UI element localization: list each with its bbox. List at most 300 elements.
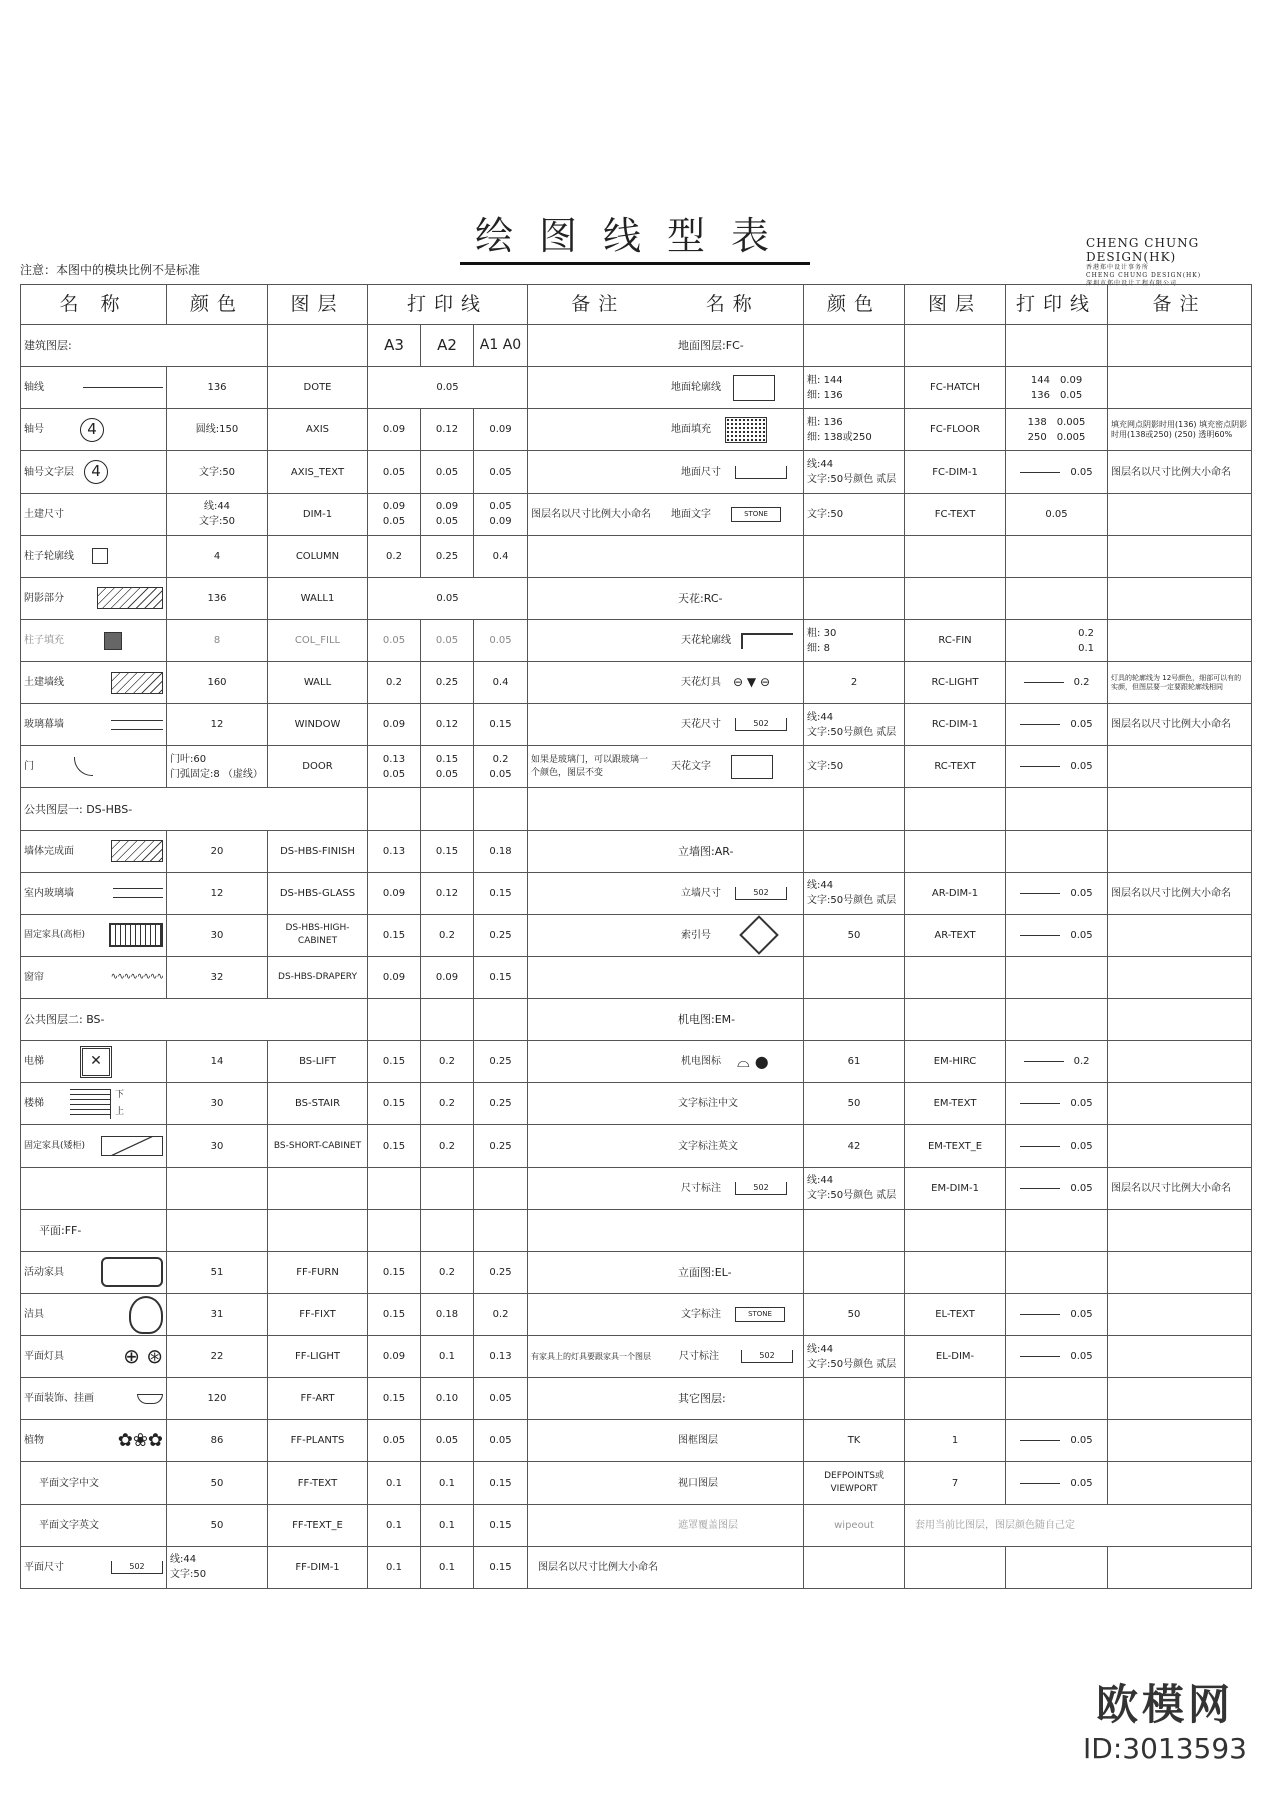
item-name: 索引号 bbox=[681, 929, 712, 941]
table-row bbox=[21, 704, 1252, 746]
item-name: 文字标注英文 bbox=[528, 1125, 804, 1167]
item-layer: FF-PLANTS bbox=[268, 1420, 368, 1462]
item-name: 轴号 bbox=[24, 424, 44, 436]
item-layer: FF-FURN bbox=[268, 1251, 368, 1293]
pen-a1: 0.09 bbox=[474, 409, 528, 451]
pen-line-icon bbox=[1020, 472, 1060, 473]
item-color: 120 bbox=[167, 1378, 268, 1420]
pen-a1-1: 0.2 bbox=[492, 753, 509, 765]
item-color-2: 细: 138或250 bbox=[807, 431, 872, 443]
stair-down-label: 下 bbox=[114, 1089, 124, 1100]
item-color-1: 线:44 bbox=[807, 880, 834, 892]
item-remark: 图层名以尺寸比例大小命名 bbox=[531, 508, 652, 520]
section-rc: 天花:RC- bbox=[528, 577, 804, 619]
pen: 0.05 bbox=[1006, 493, 1108, 535]
pen-a1: 0.4 bbox=[474, 662, 528, 704]
section-el: 立面图:EL- bbox=[528, 1251, 804, 1293]
pen-2: 0.05 bbox=[1059, 389, 1083, 401]
item-layer: DS-HBS-FINISH bbox=[268, 830, 368, 872]
pen-a3: 0.15 bbox=[368, 1125, 421, 1167]
item-name: 图框图层 bbox=[528, 1420, 804, 1462]
section-ff: 平面:FF- bbox=[21, 1209, 167, 1251]
item-color: 136 bbox=[167, 367, 268, 409]
pen-line-icon bbox=[1020, 1440, 1060, 1441]
item-layer: FF-ART bbox=[268, 1378, 368, 1420]
item-name: 平面装饰、挂画 bbox=[24, 1393, 94, 1405]
dimension-icon: 502 bbox=[735, 887, 787, 900]
pen-line-icon bbox=[1020, 1356, 1060, 1357]
item-color: 136 bbox=[167, 577, 268, 619]
item-name: 楼梯 bbox=[24, 1098, 44, 1110]
pen-line-icon bbox=[1020, 1103, 1060, 1104]
item-name: 天花文字 bbox=[671, 761, 712, 773]
table-row bbox=[21, 956, 1252, 998]
pen: 0.05 bbox=[1070, 466, 1093, 478]
item-color: 文字:50 bbox=[167, 451, 268, 493]
item-color-2: 细: 8 bbox=[807, 642, 830, 654]
pen-a3-1: 0.13 bbox=[382, 753, 406, 765]
header-pen-r: 打印线 bbox=[1006, 285, 1108, 325]
pen-2: 0.1 bbox=[1078, 642, 1095, 654]
pen-a3: 0.15 bbox=[368, 1251, 421, 1293]
sofa-icon bbox=[101, 1257, 163, 1287]
pen: 0.05 bbox=[1070, 761, 1093, 773]
item-color: 50 bbox=[804, 1083, 905, 1125]
stair-icon bbox=[70, 1089, 124, 1119]
item-layer: DS-HBS-DRAPERY bbox=[268, 956, 368, 998]
item-pen: 0.05 bbox=[368, 367, 528, 409]
item-color: 61 bbox=[804, 1041, 905, 1083]
table-row bbox=[21, 409, 1252, 451]
item-layer: FF-LIGHT bbox=[268, 1336, 368, 1378]
item-color: 8 bbox=[167, 619, 268, 661]
item-color-1: 粗: 136 bbox=[807, 416, 843, 428]
item-layer: FC-DIM-1 bbox=[905, 451, 1006, 493]
pen-a1: 0.25 bbox=[474, 1125, 528, 1167]
item-remark: 图层名以尺寸比例大小命名 bbox=[1108, 704, 1252, 746]
item-name: 活动家具 bbox=[24, 1266, 64, 1278]
pen-a3-2: 0.05 bbox=[382, 768, 406, 780]
pen-a2: 0.2 bbox=[421, 1041, 474, 1083]
item-layer: RC-TEXT bbox=[905, 746, 1006, 788]
pen-a2: 0.12 bbox=[421, 704, 474, 746]
axis-line-icon bbox=[83, 387, 163, 388]
item-layer: DIM-1 bbox=[268, 493, 368, 535]
item-name: 尺寸标注 bbox=[679, 1351, 720, 1363]
item-color-2: 文字:50号颜色 贰层 bbox=[807, 1358, 897, 1370]
pen-a2: 0.2 bbox=[421, 1083, 474, 1125]
header-remark-name bbox=[528, 285, 804, 325]
item-layer: AXIS_TEXT bbox=[268, 451, 368, 493]
page-title: 绘图线型表 bbox=[460, 205, 810, 265]
section-other: 其它图层: bbox=[528, 1378, 804, 1420]
pen-line-2: 250 bbox=[1027, 431, 1047, 443]
item-layer: DOTE bbox=[268, 367, 368, 409]
pen-a3: 0.05 bbox=[368, 1420, 421, 1462]
pen-a3: 0.1 bbox=[368, 1462, 421, 1504]
pen-a2: 0.15 bbox=[421, 830, 474, 872]
item-name: 电梯 bbox=[24, 1056, 44, 1068]
pen-a2: 0.12 bbox=[421, 872, 474, 914]
pen-line-icon bbox=[1020, 1314, 1060, 1315]
glass-wall-icon bbox=[113, 888, 163, 898]
table-row bbox=[21, 619, 1252, 661]
item-name: 文字标注 bbox=[681, 1309, 722, 1321]
item-layer: AR-DIM-1 bbox=[905, 872, 1006, 914]
item-remark: 套用当前比图层，图层颜色随自己定 bbox=[905, 1504, 1252, 1546]
section-ar: 立墙图:AR- bbox=[528, 830, 804, 872]
brand-sz: 深圳市郑中设计工程有限公司 bbox=[1086, 280, 1178, 287]
table-row bbox=[21, 1546, 1252, 1588]
item-color: 12 bbox=[167, 872, 268, 914]
dimension-icon: 502 bbox=[735, 1182, 787, 1195]
item-name: 平面文字中文 bbox=[21, 1462, 167, 1504]
ceiling-tag-icon bbox=[731, 755, 773, 779]
linetype-table bbox=[20, 284, 1252, 1589]
item-name: 室内玻璃墙 bbox=[24, 887, 74, 899]
pen-a2: 0.2 bbox=[421, 1125, 474, 1167]
watermark-name: 欧模网 bbox=[1096, 1680, 1235, 1729]
item-color: 32 bbox=[167, 956, 268, 998]
pen-a3-2: 0.05 bbox=[382, 516, 406, 528]
item-name: 柱子轮廓线 bbox=[24, 550, 74, 562]
watermark bbox=[1083, 1672, 1247, 1765]
item-name: 尺寸标注 bbox=[681, 1182, 722, 1194]
item-remark: 图层名以尺寸比例大小命名 bbox=[1108, 451, 1252, 493]
pen-a3: 0.1 bbox=[368, 1504, 421, 1546]
item-name: 阴影部分 bbox=[24, 592, 64, 604]
pen-a1: 0.05 bbox=[474, 1420, 528, 1462]
section-ds: 公共图层一: DS-HBS- bbox=[21, 788, 368, 830]
item-layer: EM-HIRC bbox=[905, 1041, 1006, 1083]
item-name: 天花尺寸 bbox=[681, 719, 722, 731]
stair-up-label: 上 bbox=[114, 1106, 124, 1117]
pen-line-icon bbox=[1020, 893, 1060, 894]
pen-line-icon bbox=[1020, 724, 1060, 725]
pen-a2-2: 0.05 bbox=[435, 768, 459, 780]
item-layer: FF-FIXT bbox=[268, 1293, 368, 1335]
pen-a3: 0.2 bbox=[368, 535, 421, 577]
pen: 0.05 bbox=[1070, 929, 1093, 941]
item-color-1: 线:44 bbox=[203, 501, 231, 513]
pen: 0.05 bbox=[1070, 1309, 1093, 1321]
item-color-2: 门弧固定:8 （虚线） bbox=[170, 768, 263, 780]
item-name: 立墙尺寸 bbox=[681, 887, 722, 899]
item-name: 机电图标 bbox=[681, 1056, 722, 1068]
section-arch: 建筑图层: bbox=[21, 325, 268, 367]
item-layer: BS-SHORT-CABINET bbox=[268, 1125, 368, 1167]
pen-a2: 0.2 bbox=[421, 1251, 474, 1293]
table-row bbox=[21, 367, 1252, 409]
table-row bbox=[21, 1083, 1252, 1125]
pen-a3: 0.1 bbox=[368, 1546, 421, 1588]
pen: 0.05 bbox=[1070, 1098, 1093, 1110]
wall-hatch-icon bbox=[111, 672, 163, 694]
item-color: 12 bbox=[167, 704, 268, 746]
table-row bbox=[21, 577, 1252, 619]
stone-tag-icon: STONE bbox=[731, 507, 781, 522]
item-color-1: 线:44 bbox=[170, 1554, 197, 1566]
item-name: 地面文字 bbox=[671, 508, 712, 520]
header-name-r: 名称 bbox=[705, 293, 760, 316]
pen-line-icon bbox=[1020, 1483, 1060, 1484]
item-layer: DS-HBS-HIGH-CABINET bbox=[268, 914, 368, 956]
scale-note: 注意：本图中的模块比例不是标准 bbox=[20, 263, 201, 277]
pen-a1: 0.25 bbox=[474, 1041, 528, 1083]
pen: 0.05 bbox=[1070, 1435, 1093, 1447]
table-row bbox=[21, 662, 1252, 704]
item-layer: AR-TEXT bbox=[905, 914, 1006, 956]
item-layer: RC-FIN bbox=[905, 619, 1006, 661]
item-name: 玻璃幕墙 bbox=[24, 719, 64, 731]
item-color-2: 文字:50 bbox=[170, 1569, 207, 1581]
glass-wall-icon bbox=[111, 720, 163, 730]
pen-line-2: 136 bbox=[1030, 389, 1050, 401]
item-color: DEFPOINTS或 VIEWPORT bbox=[804, 1462, 905, 1504]
item-name: 土建墙线 bbox=[24, 677, 64, 689]
item-name: 平面文字英文 bbox=[21, 1504, 167, 1546]
axis-bubble-icon: 4 bbox=[84, 460, 108, 484]
scale-a1: A1 A0 bbox=[474, 325, 528, 367]
header-color-r: 颜色 bbox=[804, 285, 905, 325]
item-layer: RC-LIGHT bbox=[905, 662, 1006, 704]
pen: 0.05 bbox=[1070, 1182, 1093, 1194]
dimension-icon: 502 bbox=[735, 718, 787, 731]
floor-outline-icon bbox=[733, 375, 775, 401]
item-remark: 图层名以尺寸比例大小命名 bbox=[1108, 872, 1252, 914]
pen-a1-2: 0.09 bbox=[489, 516, 512, 528]
item-name: 地面填充 bbox=[671, 424, 712, 436]
item-name: 天花轮廓线 bbox=[681, 635, 732, 647]
pen-a1: 0.05 bbox=[474, 619, 528, 661]
table-row bbox=[21, 746, 1252, 788]
header-pen: 打印线 bbox=[368, 285, 528, 325]
pen-a1: 0.2 bbox=[474, 1293, 528, 1335]
table-row bbox=[21, 535, 1252, 577]
pen-a1: 0.15 bbox=[474, 1462, 528, 1504]
pen-line-1: 144 bbox=[1030, 374, 1050, 386]
finish-hatch-icon bbox=[111, 840, 163, 862]
brand-block bbox=[1086, 236, 1256, 288]
item-pen: 0.05 bbox=[368, 577, 528, 619]
item-name: 固定家具(高柜) bbox=[24, 929, 86, 940]
floor-fill-icon bbox=[725, 417, 767, 443]
item-layer: FC-TEXT bbox=[905, 493, 1006, 535]
pen-a3: 0.09 bbox=[368, 704, 421, 746]
table-row bbox=[21, 1378, 1252, 1420]
pen-1: 0.005 bbox=[1056, 416, 1086, 428]
pen: 0.2 bbox=[1073, 1056, 1090, 1068]
item-name: 平面尺寸 bbox=[24, 1561, 64, 1573]
pen: 0.05 bbox=[1070, 719, 1093, 731]
pen-a1: 0.15 bbox=[474, 704, 528, 746]
item-color: 圆线:150 bbox=[167, 409, 268, 451]
scale-a3: A3 bbox=[368, 325, 421, 367]
item-color: 22 bbox=[167, 1336, 268, 1378]
pen-line-icon bbox=[1020, 935, 1060, 936]
scale-a2: A2 bbox=[421, 325, 474, 367]
item-layer: COL_FILL bbox=[268, 619, 368, 661]
pen: 0.2 bbox=[1073, 677, 1090, 689]
item-name: 文字标注中文 bbox=[528, 1083, 804, 1125]
item-remark: 灯具的轮廓线为 12号颜色，细部可以有的实颜，但图层要一定要跟轮廓线相同 bbox=[1108, 662, 1252, 704]
item-name: 柱子填充 bbox=[24, 635, 64, 647]
item-color-2: 文字:50号颜色 贰层 bbox=[807, 726, 897, 738]
item-name: 植物 bbox=[24, 1435, 44, 1447]
item-color-2: 文字:50号颜色 贰层 bbox=[807, 895, 897, 907]
pen-a2-2: 0.05 bbox=[435, 516, 459, 528]
pen-1: 0.2 bbox=[1078, 627, 1095, 639]
item-remark: 有家具上的灯具要跟家具一个图层 bbox=[531, 1352, 652, 1362]
item-layer: AXIS bbox=[268, 409, 368, 451]
header-remark: 备注 bbox=[571, 293, 626, 316]
pen-a1: 0.15 bbox=[474, 956, 528, 998]
item-color: 42 bbox=[804, 1125, 905, 1167]
item-layer: WALL bbox=[268, 662, 368, 704]
item-color-1: 线:44 bbox=[807, 459, 834, 471]
pen-a1: 0.15 bbox=[474, 1504, 528, 1546]
table-row bbox=[21, 451, 1252, 493]
item-color-1: 线:44 bbox=[807, 1343, 834, 1355]
pen-a2: 0.25 bbox=[421, 535, 474, 577]
pen-a2: 0.05 bbox=[421, 451, 474, 493]
pen: 0.05 bbox=[1070, 1351, 1093, 1363]
table-row bbox=[21, 1251, 1252, 1293]
pen-a1: 0.25 bbox=[474, 1251, 528, 1293]
item-remark: 填充网点阴影时用(136) 填充密点阴影时用(138或250) (250) 透明60% bbox=[1108, 409, 1252, 451]
dimension-icon: 502 bbox=[111, 1561, 163, 1574]
table-row bbox=[21, 788, 1252, 830]
low-cabinet-icon bbox=[101, 1136, 163, 1156]
pen-a3: 0.09 bbox=[368, 1336, 421, 1378]
item-layer: FC-FLOOR bbox=[905, 409, 1006, 451]
item-color: 31 bbox=[167, 1293, 268, 1335]
toilet-icon bbox=[129, 1296, 163, 1334]
item-name: 天花灯具 bbox=[681, 677, 722, 689]
brand-name: CHENG CHUNG DESIGN(HK) bbox=[1086, 236, 1200, 264]
brand-cn: 香港郑中设计事务所 bbox=[1086, 264, 1150, 271]
item-color-1: 线:44 bbox=[807, 711, 834, 723]
pen-a3: 0.09 bbox=[368, 872, 421, 914]
table-row bbox=[21, 1336, 1252, 1378]
pen-a2-1: 0.09 bbox=[435, 501, 459, 513]
item-name: 地面轮廓线 bbox=[671, 382, 722, 394]
pen-a3: 0.09 bbox=[368, 956, 421, 998]
brand-en: CHENG CHUNG DESIGN(HK) bbox=[1086, 272, 1202, 279]
pen-a1: 0.15 bbox=[474, 1546, 528, 1588]
pen-a3: 0.15 bbox=[368, 1083, 421, 1125]
item-name: 窗帘 bbox=[24, 972, 44, 984]
stone-tag-icon: STONE bbox=[735, 1307, 785, 1322]
item-name: 固定家具(矮柜) bbox=[24, 1140, 86, 1151]
item-name: 视口图层 bbox=[528, 1462, 804, 1504]
pen-line-icon bbox=[1020, 766, 1060, 767]
table-row bbox=[21, 999, 1252, 1041]
pen-a3: 0.15 bbox=[368, 1293, 421, 1335]
curtain-icon: ∿∿∿∿∿∿∿∿ bbox=[110, 972, 163, 983]
item-layer: RC-DIM-1 bbox=[905, 704, 1006, 746]
item-name: 土建尺寸 bbox=[21, 493, 167, 535]
table-row bbox=[21, 1209, 1252, 1251]
pen-line-icon bbox=[1020, 1146, 1060, 1147]
index-symbol-icon bbox=[739, 916, 779, 956]
item-name: 门 bbox=[24, 761, 34, 773]
pen-a3: 0.15 bbox=[368, 1378, 421, 1420]
item-layer: DOOR bbox=[268, 746, 368, 788]
watermark-id: ID:3013593 bbox=[1083, 1732, 1247, 1765]
pen-a3: 0.13 bbox=[368, 830, 421, 872]
pen-a2: 0.05 bbox=[421, 1420, 474, 1462]
item-remark: 图层名以尺寸比例大小命名 bbox=[528, 1546, 804, 1588]
pen-line-icon bbox=[1024, 1061, 1064, 1062]
door-swing-icon bbox=[74, 757, 93, 776]
item-color: 2 bbox=[804, 662, 905, 704]
item-layer: EM-TEXT bbox=[905, 1083, 1006, 1125]
item-color: 160 bbox=[167, 662, 268, 704]
section-em: 机电图:EM- bbox=[528, 999, 804, 1041]
item-color: 14 bbox=[167, 1041, 268, 1083]
pen-line-icon bbox=[1024, 682, 1064, 683]
pen-a3: 0.05 bbox=[368, 619, 421, 661]
item-color: 文字:50 bbox=[804, 746, 905, 788]
table-row bbox=[21, 1041, 1252, 1083]
pen-a2: 0.1 bbox=[421, 1462, 474, 1504]
high-cabinet-icon bbox=[109, 923, 163, 947]
pen-a1: 0.05 bbox=[474, 451, 528, 493]
pen-a1: 0.4 bbox=[474, 535, 528, 577]
item-layer: EL-TEXT bbox=[905, 1293, 1006, 1335]
table-row bbox=[21, 1462, 1252, 1504]
pen-a2: 0.05 bbox=[421, 619, 474, 661]
item-layer: COLUMN bbox=[268, 535, 368, 577]
item-color: 50 bbox=[167, 1462, 268, 1504]
pen-a2: 0.25 bbox=[421, 662, 474, 704]
mep-symbol-icon: ⌓ ● bbox=[737, 1052, 769, 1072]
ceiling-outline-icon bbox=[741, 633, 793, 649]
item-color-1: 粗: 144 bbox=[807, 374, 843, 386]
pen-a2: 0.1 bbox=[421, 1546, 474, 1588]
section-fc: 地面图层:FC- bbox=[528, 325, 804, 367]
item-layer: FF-TEXT_E bbox=[268, 1504, 368, 1546]
item-name: 洁具 bbox=[24, 1309, 44, 1321]
item-color: TK bbox=[804, 1420, 905, 1462]
item-layer: FF-DIM-1 bbox=[268, 1546, 368, 1588]
table-row bbox=[21, 1167, 1252, 1209]
decor-icon bbox=[137, 1394, 163, 1404]
pen-a1: 0.18 bbox=[474, 830, 528, 872]
pen-a1: 0.13 bbox=[474, 1336, 528, 1378]
pen-a3: 0.15 bbox=[368, 914, 421, 956]
table-row bbox=[21, 872, 1252, 914]
table-row bbox=[21, 493, 1252, 535]
item-color: 86 bbox=[167, 1420, 268, 1462]
pen-a2: 0.1 bbox=[421, 1336, 474, 1378]
item-name: 轴线 bbox=[24, 382, 44, 394]
pen-a1-1: 0.05 bbox=[489, 501, 512, 513]
pen-a3: 0.09 bbox=[368, 409, 421, 451]
pen-a1: 0.15 bbox=[474, 872, 528, 914]
dimension-icon bbox=[735, 466, 787, 479]
item-color: 20 bbox=[167, 830, 268, 872]
table-row bbox=[21, 1125, 1252, 1167]
pen-a3: 0.2 bbox=[368, 662, 421, 704]
column-icon bbox=[92, 548, 108, 564]
pen: 0.05 bbox=[1070, 1140, 1093, 1152]
pen-a2: 0.10 bbox=[421, 1378, 474, 1420]
item-remark: 如果是玻璃门，可以跟玻璃一个颜色，图层不变 bbox=[531, 754, 649, 778]
pen-a1: 0.05 bbox=[474, 1378, 528, 1420]
pen-a3: 0.15 bbox=[368, 1041, 421, 1083]
